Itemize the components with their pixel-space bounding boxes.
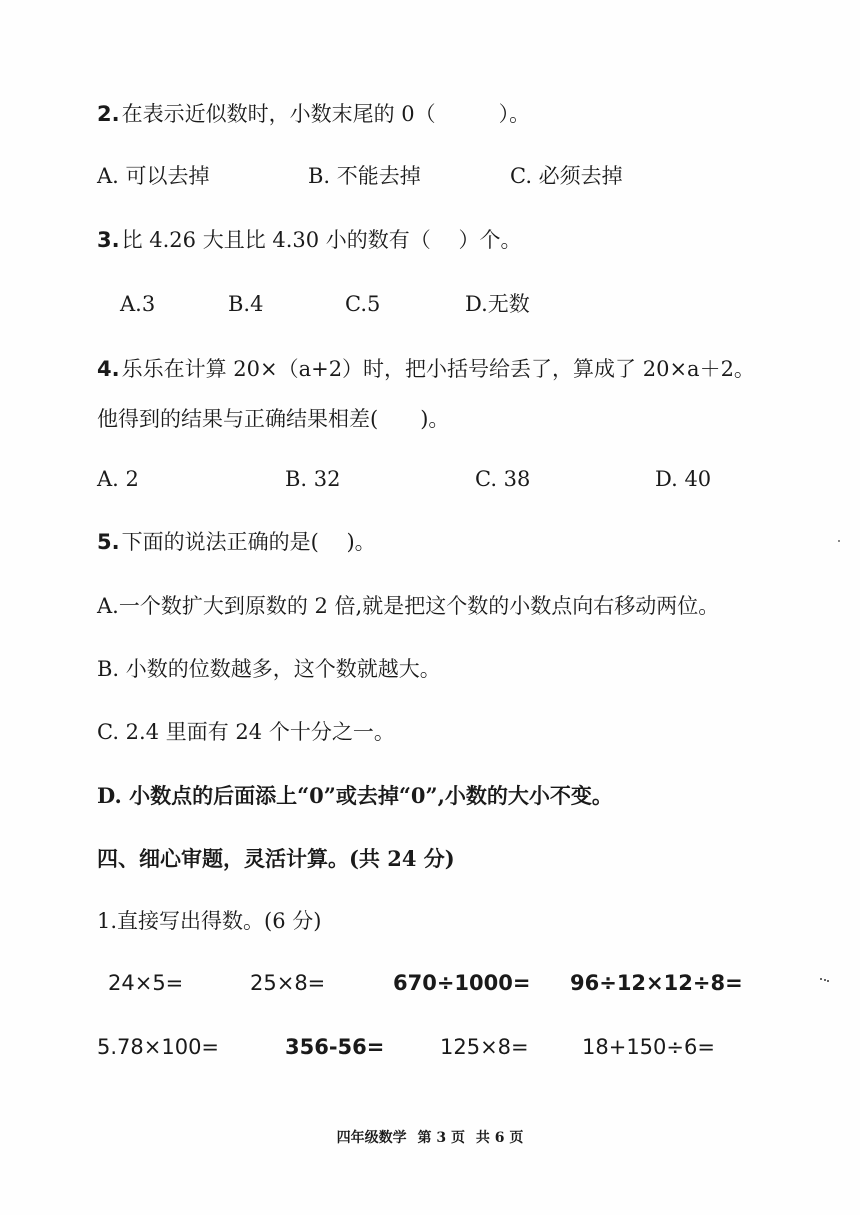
question-number: 4. [97, 357, 120, 381]
question-4-line2: 他得到的结果与正确结果相差( )。 [97, 407, 450, 431]
calc-item: 356-56= [285, 1035, 385, 1059]
question-number: 2. [97, 102, 120, 126]
option-a: A. 可以去掉 [97, 164, 210, 188]
option-c: C. 38 [475, 467, 531, 491]
question-4 [97, 355, 755, 383]
option-b: B.4 [228, 292, 264, 316]
question-text-line1: 乐乐在计算 20×（a+2）时，把小括号给丢了，算成了 20×a＋2。 [121, 357, 755, 381]
option-a: A.3 [120, 292, 156, 316]
option-d: D. 40 [655, 467, 712, 491]
calc-item: 18+150÷6= [582, 1035, 715, 1059]
question-2 [97, 100, 530, 128]
footer-total-pages: 共 6 页 [475, 1130, 524, 1146]
calc-item: 5.78×100= [97, 1035, 220, 1059]
footer-subject: 四年级数学 [336, 1130, 407, 1146]
question-text: 在表示近似数时，小数末尾的 0（ ）。 [121, 102, 531, 126]
calc-item: 125×8= [440, 1035, 529, 1059]
option-b: B. 32 [285, 467, 341, 491]
calc-item: 24×5= [108, 971, 184, 995]
option-a: A.一个数扩大到原数的 2 倍,就是把这个数的小数点向右移动两位。 [97, 594, 720, 618]
scan-speck [838, 540, 840, 542]
page-footer [0, 1127, 860, 1147]
question-5 [97, 528, 376, 556]
option-a: A. 2 [97, 467, 139, 491]
question-number: 5. [97, 530, 120, 554]
scan-speck [820, 978, 828, 982]
option-c: C. 必须去掉 [510, 164, 623, 188]
option-d: D.无数 [465, 292, 530, 316]
option-b: B. 小数的位数越多，这个数就越大。 [97, 657, 441, 681]
section-heading: 四、细心审题，灵活计算。(共 24 分) [97, 846, 455, 871]
subsection-heading: 1.直接写出得数。(6 分) [97, 909, 322, 933]
option-c: C. 2.4 里面有 24 个十分之一。 [97, 720, 395, 744]
option-d: D. 小数点的后面添上“0”或去掉“0”,小数的大小不变。 [97, 783, 613, 808]
calc-item: 96÷12×12÷8= [570, 971, 743, 995]
question-text: 下面的说法正确的是( )。 [121, 530, 376, 554]
calc-item: 25×8= [250, 971, 326, 995]
option-c: C.5 [345, 292, 381, 316]
question-text: 比 4.26 大且比 4.30 小的数有（ ）个。 [121, 228, 522, 252]
option-b: B. 不能去掉 [308, 164, 421, 188]
footer-page-number: 第 3 页 [417, 1130, 465, 1146]
calc-item: 670÷1000= [393, 971, 531, 995]
question-number: 3. [97, 228, 120, 252]
question-3 [97, 226, 522, 254]
